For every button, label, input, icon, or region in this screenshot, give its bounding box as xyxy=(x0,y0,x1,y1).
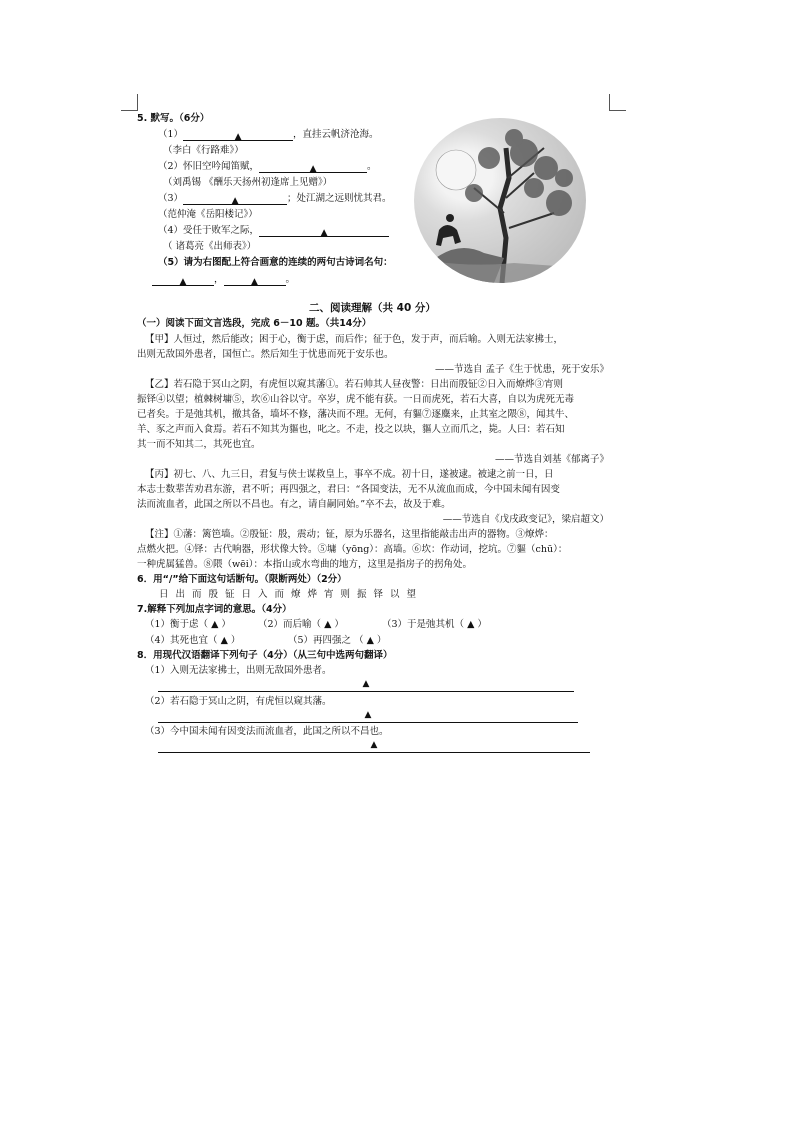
q5-item-3-prefix: （3） xyxy=(158,193,184,204)
q8-answer-line-1[interactable] xyxy=(158,679,574,692)
q5-item-3-text: ；处江湖之远则忧其君。 xyxy=(287,193,392,204)
q5-item-4 xyxy=(158,224,389,237)
q5-item-2-source: （刘禹锡 《酬乐天扬州初逢席上见赠》） xyxy=(163,177,333,188)
q5-item-4-source: （ 诸葛亮《出师表》） xyxy=(163,241,257,252)
notes-line-3: 一种虎属猛兽。⑧隈（wēi）：本指山或水弯曲的地方，这里是指房子的拐角处。 xyxy=(137,559,473,570)
q5-answer-blank-4[interactable] xyxy=(259,226,389,237)
crop-mark-top-right xyxy=(609,94,626,111)
q5-item-1 xyxy=(158,128,379,141)
crop-mark-top-left xyxy=(121,94,138,111)
q8-sentence-2: （2）若石隐于冥山之阴，有虎恒以窥其藩。 xyxy=(145,696,332,707)
q8-answer-line-3[interactable] xyxy=(158,740,590,753)
q7-item-1[interactable]: （1）衡于虑（ ▲ ） xyxy=(145,619,231,630)
q7-title: 7.解释下列加点字词的意思。（4分） xyxy=(137,604,292,615)
answer-marker: ▲ xyxy=(364,710,372,720)
q5-answer-blank-1[interactable] xyxy=(183,130,293,141)
answer-marker: ▲ xyxy=(362,679,370,689)
notes-line-2: 点燃火把。④铎：古代响器，形状像大铃。⑤墉（yōng）：高墙。⑥坎：作动词，挖坑。⑦貙（chū）： xyxy=(137,544,568,555)
passage-yi-line-2: 振铎④以望；植棘树墉⑤，坎⑥山谷以守。卒岁，虎不能有获。一日而虎死，若石大喜，自以为虎死无毒 xyxy=(137,394,575,405)
q5-item-4-text: （4）受任于败军之际， xyxy=(158,225,260,236)
notes-line-1: 【注】①藩：篱笆墙。②殷钲：殷，震动；钲，原为乐器名，这里指能敲击出声的器物。③燎烨： xyxy=(145,529,554,540)
passage-yi-line-4: 羊、豕之声而入食焉。若石不知其为貙也，叱之。不走，投之以块，貙人立而爪之，毙。人曰：若石知 xyxy=(137,424,565,435)
passage-bing-line-3: 法而流血者，此国之所以不昌也。有之，请自嗣同始。”卒不去，故及于难。 xyxy=(137,499,451,510)
q5-item-5-comma: ， xyxy=(214,274,224,285)
q5-item-5-end: 。 xyxy=(285,274,296,285)
passage-jia-source: ——节选自 孟子《生于忧患，死于安乐》 xyxy=(434,364,609,375)
q8-answer-line-2[interactable] xyxy=(158,710,578,723)
q5-item-2-end: 。 xyxy=(367,161,377,172)
q7-item-3[interactable]: （3）于是弛其机（ ▲ ） xyxy=(382,619,487,630)
q8-sentence-3: （3）今中国未闻有因变法而流血者，此国之所以不昌也。 xyxy=(145,726,389,737)
passage-jia-line-1: 【甲】人恒过，然后能改；困于心，衡于虑，而后作；征于色，发于声，而后喻。入则无法家拂士， xyxy=(145,334,564,345)
passage-jia-line-2: 出则无敌国外患者，国恒亡。然后知生于忧患而死于安乐也。 xyxy=(137,349,394,360)
q6-sentence[interactable]: 日出而殷钲日入而燎烨宵则振铎以望 xyxy=(159,589,424,600)
q5-answer-blank-5b[interactable] xyxy=(224,275,286,286)
q5-item-5: （5）请为右图配上符合画意的连续的两句古诗词名句： xyxy=(158,257,393,268)
passage-bing-line-1: 【丙】初七、八、九三日，君复与侠士谋救皇上，事卒不成。初十日，遂被逮。被逮之前一日，日 xyxy=(145,469,554,480)
q5-item-1-prefix: （1） xyxy=(158,129,184,140)
passage-yi-line-3: 已者矣。于是弛其机，撤其备，墙坏不修，藩决而不理。无何，有貙⑦逐麋来，止其室之隈⑧，闻其牛、 xyxy=(137,409,575,420)
part-1-title: （一）阅读下面文言选段，完成 6－10 题。（共14分） xyxy=(137,318,372,329)
q5-item-3 xyxy=(158,192,392,205)
q5-item-3-source: （范仲淹《岳阳楼记》） xyxy=(158,209,258,220)
q7-item-5[interactable]: （5）再四强之 （ ▲ ） xyxy=(288,635,387,646)
answer-marker: ▲ xyxy=(309,164,317,174)
q5-item-5-answers xyxy=(152,273,295,286)
q5-item-2-text: （2）怀旧空吟闻笛赋， xyxy=(158,161,260,172)
answer-marker: ▲ xyxy=(251,277,258,287)
q5-answer-blank-5a[interactable] xyxy=(152,275,214,286)
q5-answer-blank-3[interactable] xyxy=(183,194,287,205)
answer-marker: ▲ xyxy=(231,196,239,206)
section-2-title: 二、阅读理解（共 40 分） xyxy=(309,302,436,314)
q6-title: 6．用“/”给下面这句话断句。（限断两处）（2分） xyxy=(137,574,347,585)
passage-yi-source: ——节选自刘基《郁离子》 xyxy=(494,454,609,465)
q5-answer-blank-2[interactable] xyxy=(259,162,367,173)
passage-yi-line-1: 【乙】若石隐于冥山之阴，有虎恒以窥其藩①。若石帅其人昼夜警：日出而殷钲②日入而燎烨③宵则 xyxy=(145,379,564,390)
passage-bing-line-2: 本志士数辈苦劝君东游，君不听；再四强之，君曰：“各国变法，无不从流血而成，今中国未闻有因变 xyxy=(137,484,560,495)
q5-item-2 xyxy=(158,160,377,173)
answer-marker: ▲ xyxy=(234,132,242,142)
ink-painting-image xyxy=(414,118,586,283)
passage-bing-source: ——节选自《戊戌政变记》，梁启超文） xyxy=(442,514,609,525)
q7-item-2[interactable]: （2）而后喻（ ▲ ） xyxy=(258,619,344,630)
q5-title: 5. 默写。（6分） xyxy=(137,113,210,124)
q7-item-4[interactable]: （4）其死也宜（ ▲ ） xyxy=(145,635,241,646)
q8-sentence-1: （1）入则无法家拂士，出则无敌国外患者。 xyxy=(145,665,332,676)
ink-painting-drawing xyxy=(414,118,586,283)
answer-marker: ▲ xyxy=(370,740,378,750)
q5-item-1-source: （李白《行路难》） xyxy=(163,145,244,156)
q8-title: 8．用现代汉语翻译下列句子（4分）（从三句中选两句翻译） xyxy=(137,650,393,661)
q5-item-1-text: ，直挂云帆济沧海。 xyxy=(293,129,379,140)
answer-marker: ▲ xyxy=(179,277,187,287)
passage-yi-line-5: 其一而不知其二，其死也宜。 xyxy=(137,439,261,450)
answer-marker: ▲ xyxy=(320,228,328,238)
